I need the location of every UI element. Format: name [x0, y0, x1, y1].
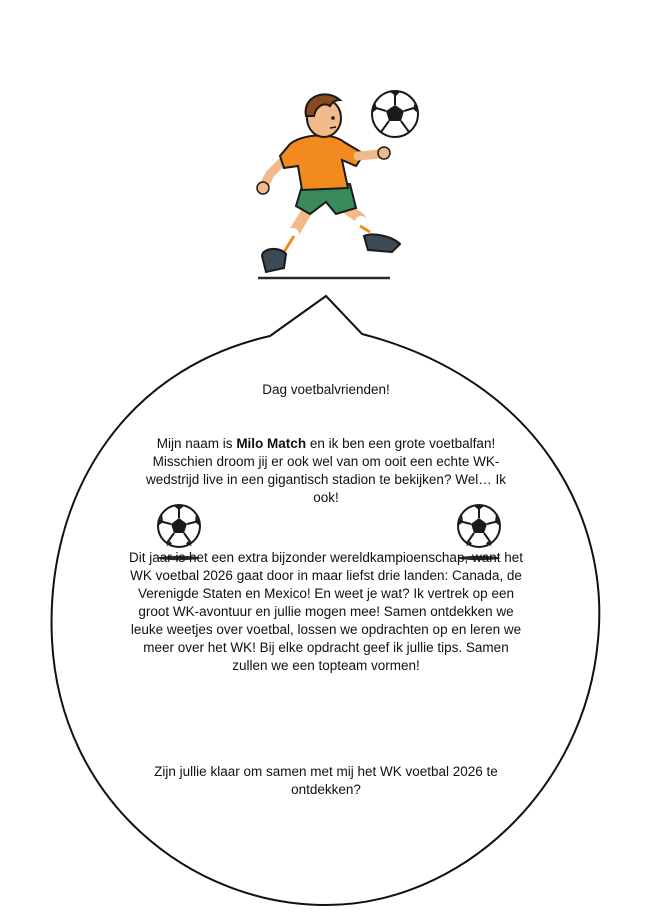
intro-text-end: en ik ben een grote voetbalfan! Misschien droom jij er ook wel van om ooit een echte WK-wedstrijd live in een gigantisch stadion te bekijken? Wel… Ik ook!: [146, 436, 506, 505]
intro-paragraph: [134, 435, 518, 507]
world-cup-paragraph: Dit jaar is het een extra bijzonder wereldkampioenschap, want het WK voetbal 2026 gaat door in maar liefst drie landen: Canada, de Verenigde Staten en Mexico! En weet je wat? Ik vertrek op een groot WK-avontuur en jullie mogen mee! Samen ontdekken we leuke weetjes over voetbal, lossen we opdrachten op en leren we meer over het WK! Bij elke opdracht geef ik jullie tips. Samen zullen we een topteam vormen!: [129, 550, 523, 673]
closing-question: Zijn jullie klaar om samen met mij het WK voetbal 2026 te ontdekken?: [154, 764, 498, 797]
intro-text-start: Mijn naam is: [156, 436, 237, 451]
character-name: Milo Match: [236, 436, 307, 451]
soccer-player-kicking-icon: [240, 86, 430, 286]
greeting: Dag voetbalvrienden!: [262, 382, 390, 397]
soccer-ball-icon: [372, 91, 418, 137]
